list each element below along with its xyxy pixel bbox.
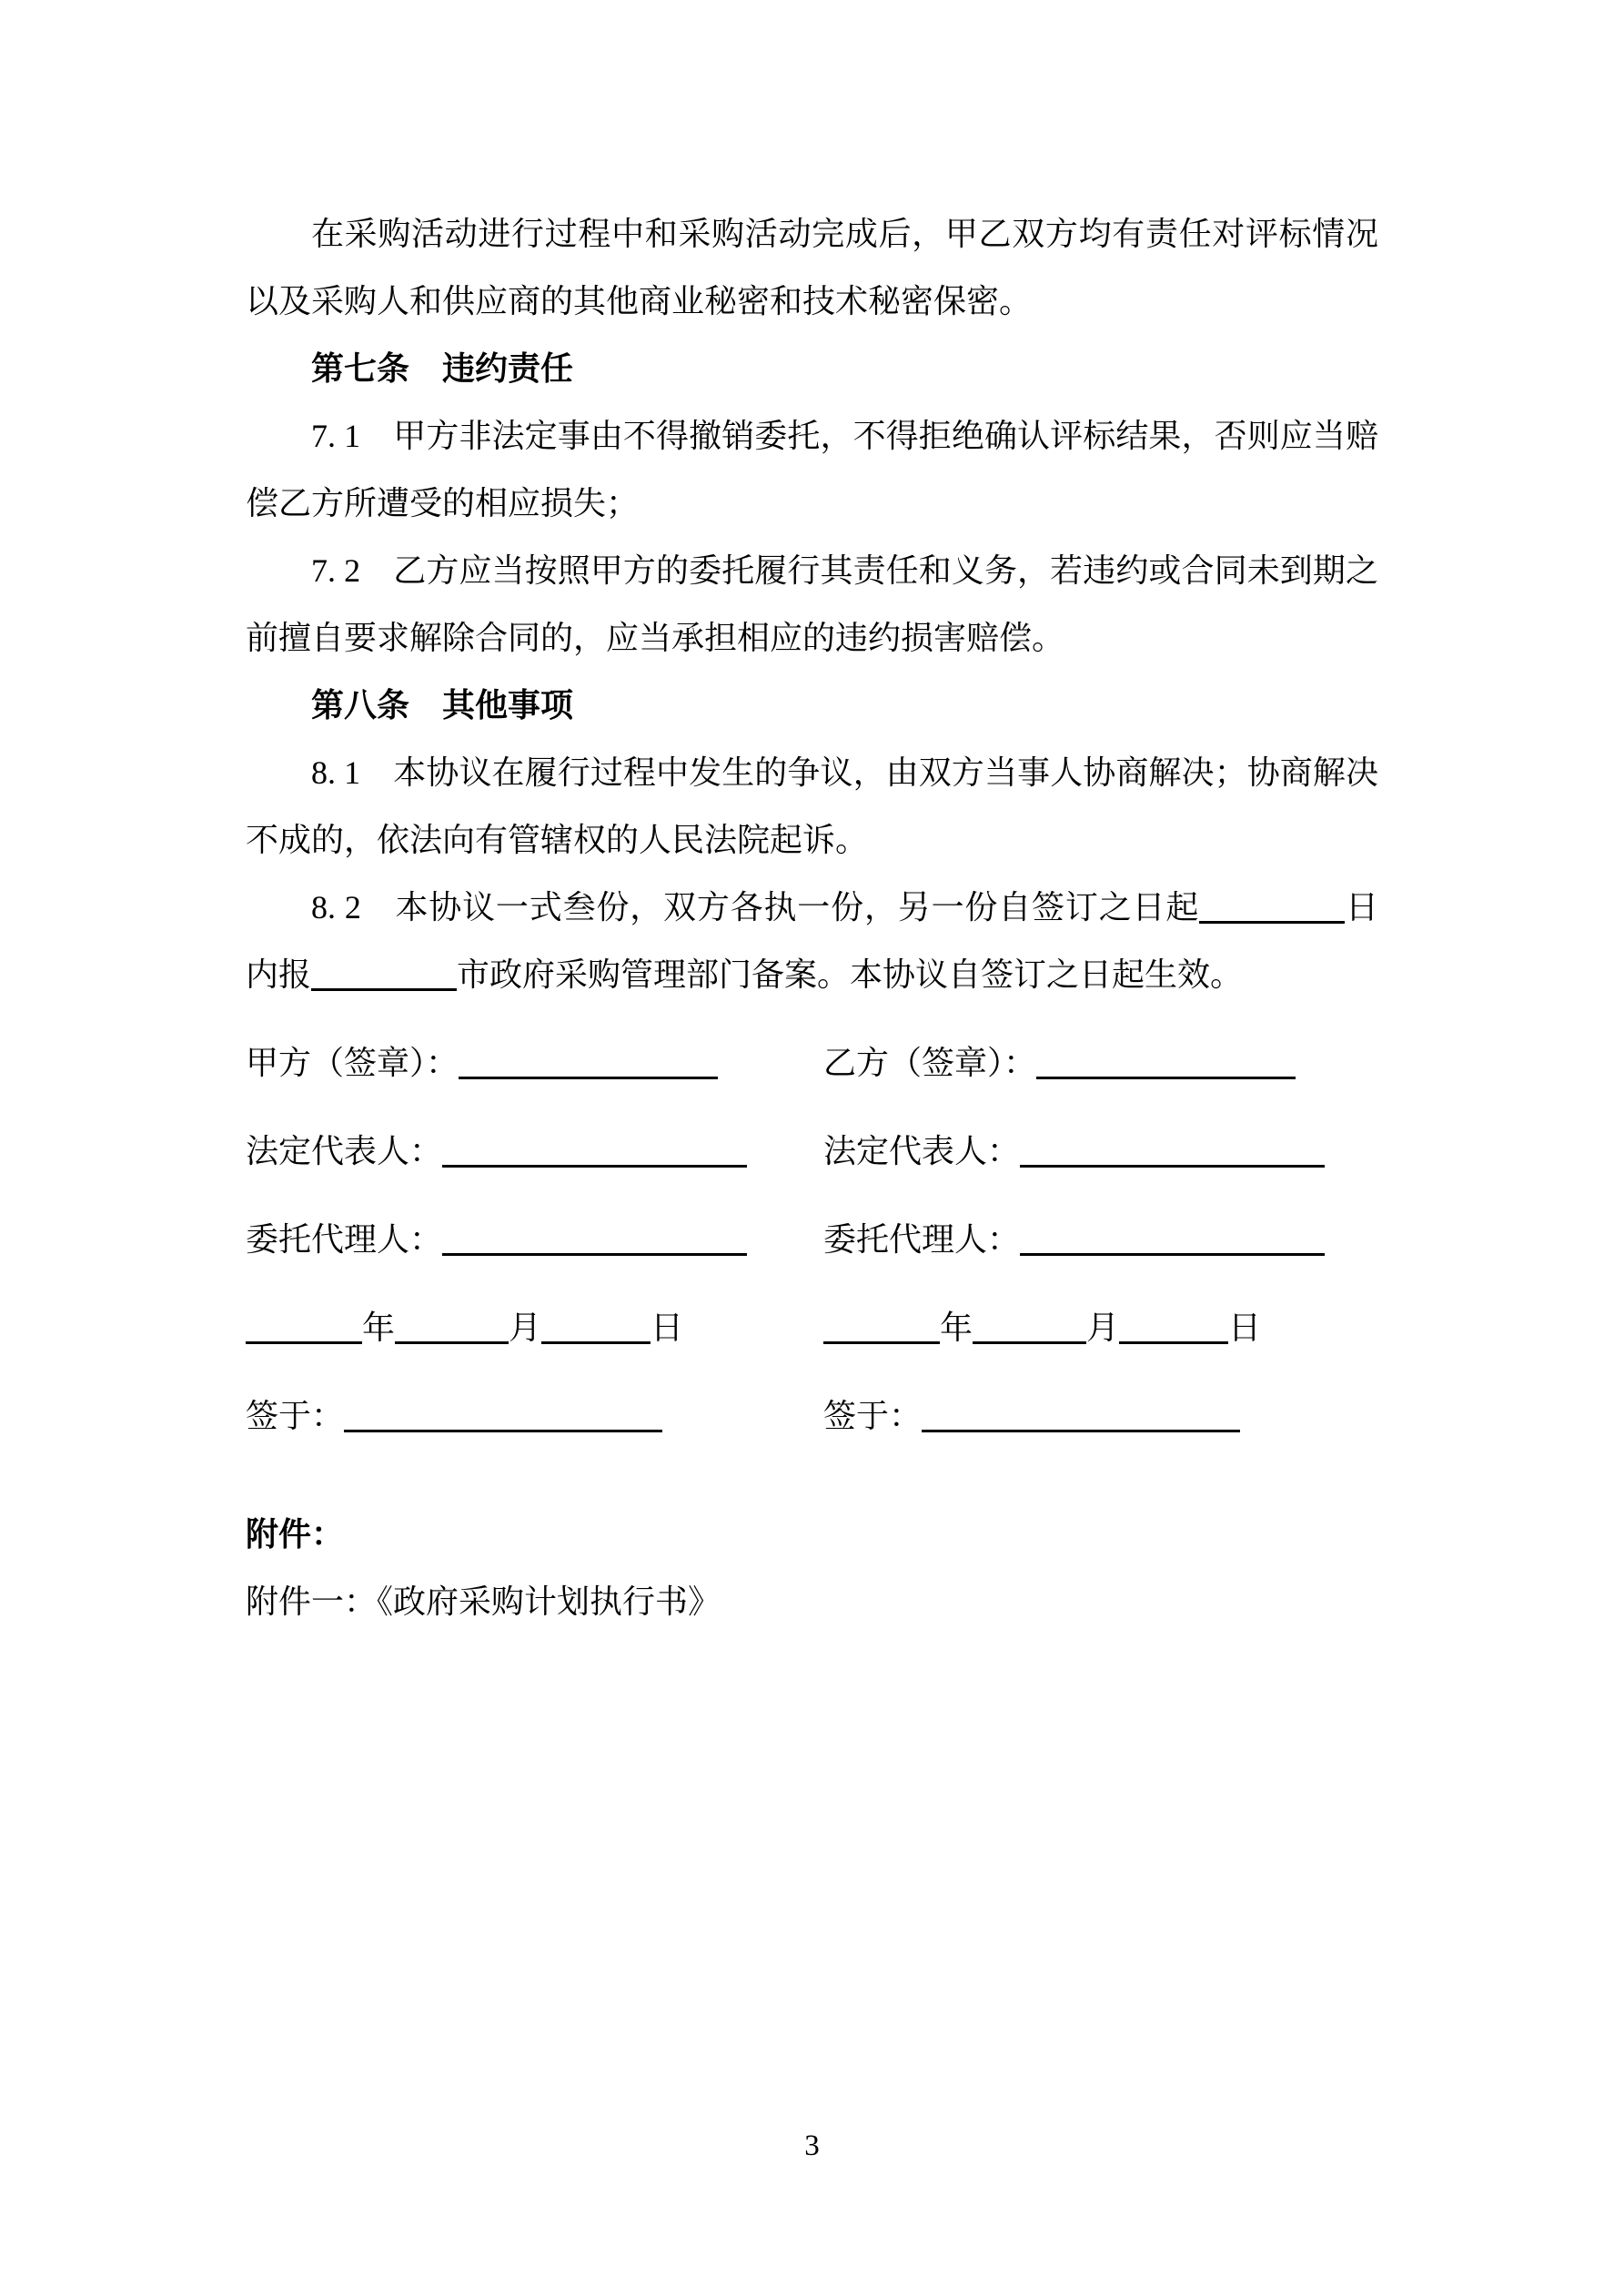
party-b-seal-label: 乙方（签章）：: [823, 1045, 1037, 1081]
party-b-agent-cell: [823, 1206, 1378, 1273]
party-b-month-label: 月: [1086, 1310, 1120, 1346]
date-row: [246, 1294, 1378, 1361]
party-b-day-label: 日: [1228, 1310, 1262, 1346]
party-a-agent-blank-line: [442, 1252, 747, 1256]
party-b-legal-rep-blank-line: [1020, 1164, 1325, 1168]
clause-7-1: 7. 1 甲方非法定事由不得撤销委托，不得拒绝确认评标结果，否则应当赔偿乙方所遭受的相应损失；: [246, 418, 1378, 521]
attachments-heading: 附件：: [246, 1516, 345, 1553]
clause-8-2-text-1: 8. 2 本协议一式叁份，双方各执一份，另一份自签订之日起: [311, 889, 1200, 925]
agent-row: [246, 1206, 1378, 1273]
party-b-agent-label: 委托代理人：: [823, 1221, 1021, 1258]
party-a-day-blank-line: [541, 1340, 651, 1344]
clause-7-2: 7. 2 乙方应当按照甲方的委托履行其责任和义务，若违约或合同未到期之前擅自要求解除合同的，应当承担相应的违约损害赔偿。: [246, 552, 1378, 656]
party-a-month-blank-line: [395, 1340, 509, 1344]
clause-8-1: 8. 1 本协议在履行过程中发生的争议，由双方当事人协商解决；协商解决不成的，依法向有管辖权的人民法院起诉。: [246, 754, 1378, 858]
party-b-signed-at-blank-line: [922, 1429, 1240, 1432]
party-a-month-label: 月: [509, 1310, 542, 1346]
signed-at-row: [246, 1382, 1378, 1450]
confidentiality-paragraph: 在采购活动进行过程中和采购活动完成后，甲乙双方均有责任对评标情况以及采购人和供应商的其他商业秘密和技术秘密保密。: [246, 216, 1378, 319]
party-a-signed-at-label: 签于：: [246, 1398, 345, 1434]
clause-8-2-text-2: 日内报: [246, 889, 1378, 993]
seal-row: [246, 1029, 1378, 1097]
party-a-legal-rep-blank-line: [442, 1164, 747, 1168]
party-a-seal-label: 甲方（签章）：: [246, 1045, 459, 1081]
party-b-seal-blank-line: [1036, 1076, 1296, 1079]
attachments-section: [246, 1501, 1378, 1635]
party-a-day-label: 日: [651, 1310, 684, 1346]
party-b-date-cell: [823, 1294, 1378, 1361]
party-b-legal-rep-label: 法定代表人：: [823, 1133, 1021, 1169]
clause-8-2-text-3: 市政府采购管理部门备案。本协议自签订之日起生效。: [457, 956, 1244, 993]
page-number: 3: [804, 2129, 820, 2162]
legal-rep-row: [246, 1118, 1378, 1185]
party-b-signed-at-cell: [823, 1382, 1378, 1450]
party-b-seal-cell: [823, 1029, 1378, 1097]
party-a-signed-at-blank-line: [344, 1429, 662, 1432]
party-a-seal-blank-line: [459, 1076, 718, 1079]
article-7-heading: 第七条 违约责任: [311, 350, 574, 387]
party-b-year-label: 年: [940, 1310, 973, 1346]
attachment-item-1: 附件一：《政府采购计划执行书》: [246, 1583, 721, 1620]
party-b-signed-at-label: 签于：: [823, 1398, 923, 1434]
party-a-legal-rep-label: 法定代表人：: [246, 1133, 443, 1169]
signature-block: [246, 1029, 1378, 1450]
blank-line-days: [1199, 920, 1345, 924]
party-a-seal-cell: [246, 1029, 823, 1097]
party-b-year-blank-line: [823, 1340, 940, 1344]
clause-8-2: [246, 874, 1378, 1008]
party-a-date-cell: [246, 1294, 823, 1361]
blank-line-city: [311, 987, 457, 991]
party-a-year-blank-line: [246, 1340, 362, 1344]
party-b-legal-rep-cell: [823, 1118, 1378, 1185]
party-a-legal-rep-cell: [246, 1118, 823, 1185]
article-8-heading: 第八条 其他事项: [311, 687, 574, 723]
party-b-agent-blank-line: [1020, 1252, 1325, 1256]
party-a-signed-at-cell: [246, 1382, 823, 1450]
party-b-day-blank-line: [1119, 1340, 1228, 1344]
document-body: [246, 200, 1378, 1635]
party-a-agent-cell: [246, 1206, 823, 1273]
party-b-month-blank-line: [973, 1340, 1086, 1344]
party-a-year-label: 年: [362, 1310, 396, 1346]
party-a-agent-label: 委托代理人：: [246, 1221, 443, 1258]
